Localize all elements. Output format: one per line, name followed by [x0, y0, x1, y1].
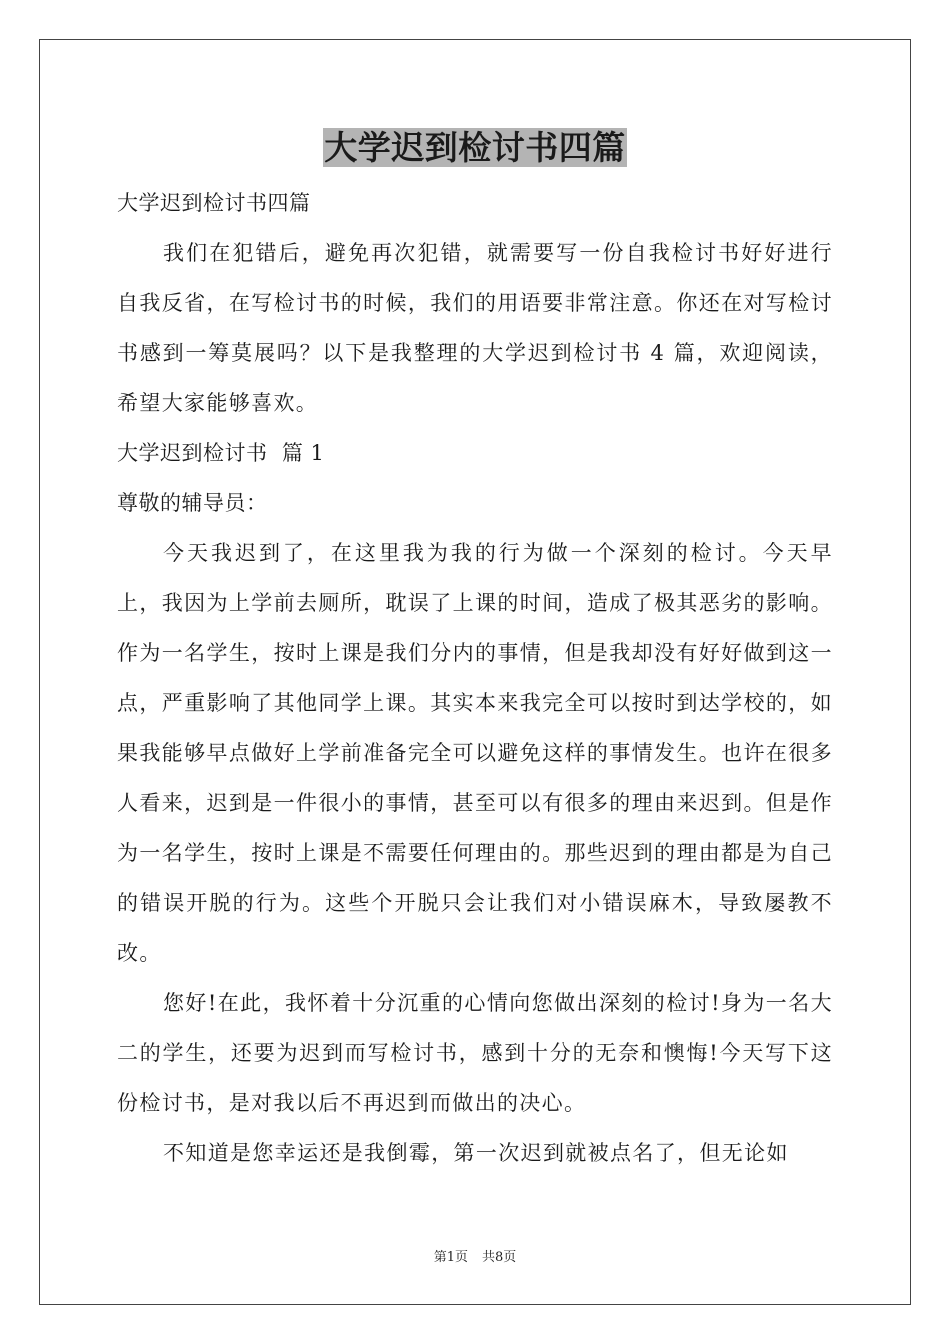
document-subtitle: 大学迟到检讨书四篇 [117, 191, 311, 215]
section-heading: 大学迟到检讨书 篇 1 [117, 441, 325, 465]
document-title [0, 126, 950, 170]
body-paragraph: 您好!在此，我怀着十分沉重的心情向您做出深刻的检讨!身为一名大二的学生，还要为迟到而写检讨书，感到十分的无奈和懊悔!今天写下这份检讨书，是对我以后不再迟到而做出的决心。 [117, 991, 833, 1115]
page-footer [0, 1246, 950, 1265]
document-title-text: 大学迟到检讨书四篇 [324, 128, 626, 167]
intro-paragraph: 我们在犯错后，避免再次犯错，就需要写一份自我检讨书好好进行自我反省，在写检讨书的时候，我们的用语要非常注意。你还在对写检讨书感到一筹莫展吗？以下是我整理的大学迟到检讨书 4 篇，欢迎阅读，希望大家能够喜欢。 [117, 241, 833, 415]
page-number: 第1页 [433, 1250, 468, 1265]
body-paragraph: 不知道是您幸运还是我倒霉，第一次迟到就被点名了，但无论如 [163, 1141, 789, 1165]
body-paragraph: 今天我迟到了，在这里我为我的行为做一个深刻的检讨。今天早上，我因为上学前去厕所，耽误了上课的时间，造成了极其恶劣的影响。作为一名学生，按时上课是我们分内的事情，但是我却没有好好做到这一点，严重影响了其他同学上课。其实本来我完全可以按时到达学校的，如果我能够早点做好上学前准备完全可以避免这样的事情发生。也许在很多人看来，迟到是一件很小的事情，甚至可以有很多的理由来迟到。但是作为一名学生，按时上课是不需要任何理由的。那些迟到的理由都是为自己的错误开脱的行为。这些个开脱只会让我们对小错误麻木，导致屡教不改。 [117, 541, 833, 965]
page-total: 共8页 [482, 1250, 517, 1265]
document-body [117, 178, 833, 1178]
salutation: 尊敬的辅导员： [117, 491, 268, 515]
